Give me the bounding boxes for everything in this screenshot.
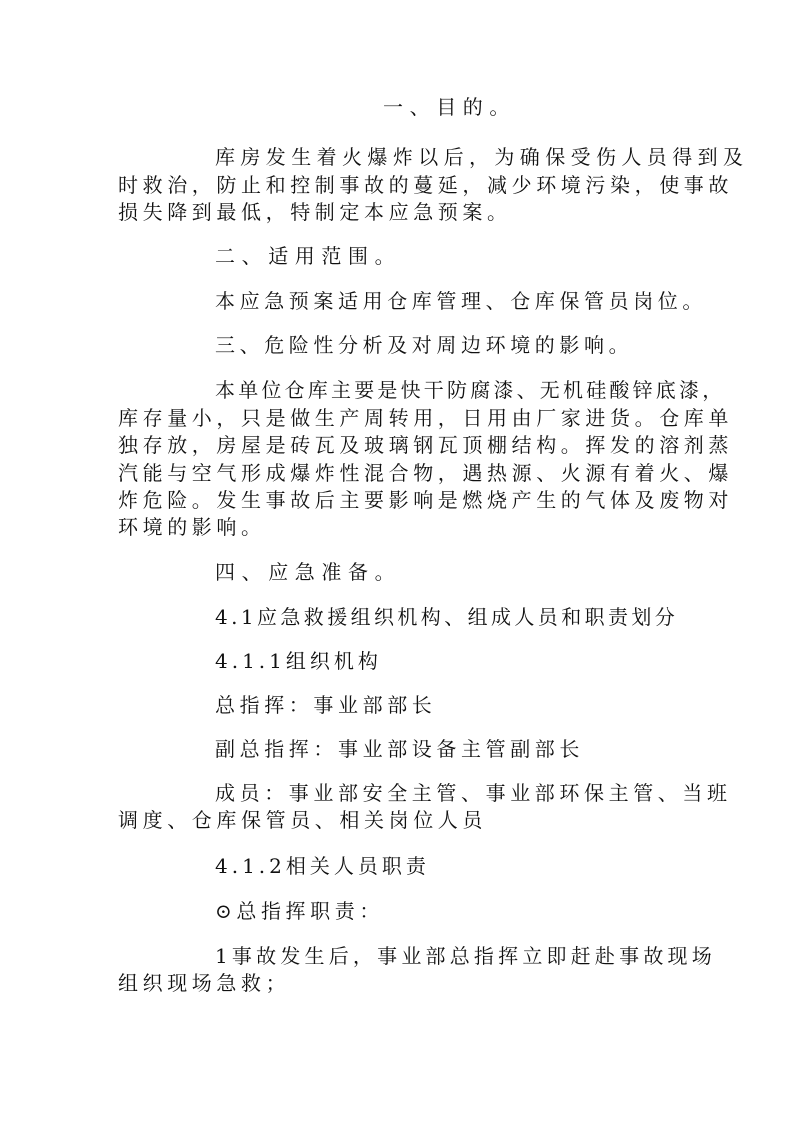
paragraph-line: 时救治，防止和控制事故的蔓延，减少环境污染，使事故	[118, 173, 733, 197]
paragraph-line: 库存量小，只是做生产周转用，日用由厂家进货。仓库单	[118, 406, 733, 430]
subsection-heading: ⊙总指挥职责：	[215, 899, 384, 923]
paragraph-line: 损失降到最低，特制定本应急预案。	[118, 200, 512, 224]
subsection-heading: 4.1.2相关人员职责	[215, 854, 430, 878]
paragraph-line: 本应急预案适用仓库管理、仓库保管员岗位。	[215, 289, 707, 313]
paragraph-line: 副总指挥：事业部设备主管副部长	[215, 737, 584, 761]
section-heading-preparation: 四、应急准备。	[215, 560, 402, 584]
paragraph-line: 组织现场急救；	[118, 971, 291, 995]
subsection-heading: 4.1.1组织机构	[215, 649, 382, 673]
paragraph-line: 1事故发生后，事业部总指挥立即赶赴事故现场	[215, 944, 716, 968]
section-heading-risk: 三、危险性分析及对周边环境的影响。	[215, 333, 634, 357]
paragraph-line: 调度、仓库保管员、相关岗位人员	[118, 808, 487, 832]
section-heading-scope: 二、适用范围。	[215, 244, 402, 268]
paragraph-line: 汽能与空气形成爆炸性混合物，遇热源、火源有着火、爆	[118, 461, 733, 485]
section-heading-purpose: 一、目的。	[383, 95, 516, 119]
paragraph-line: 独存放，房屋是砖瓦及玻璃钢瓦顶棚结构。挥发的溶剂蒸	[118, 433, 733, 457]
subsection-heading: 4.1应急救援组织机构、组成人员和职责划分	[215, 605, 679, 629]
paragraph-line: 总指挥：事业部部长	[215, 693, 437, 717]
paragraph-line: 环境的影响。	[118, 515, 266, 539]
paragraph-line: 成员：事业部安全主管、事业部环保主管、当班	[215, 781, 732, 805]
paragraph-line: 库房发生着火爆炸以后，为确保受伤人员得到及	[215, 145, 749, 169]
paragraph-line: 炸危险。发生事故后主要影响是燃烧产生的气体及废物对	[118, 488, 733, 512]
paragraph-line: 本单位仓库主要是快干防腐漆、无机硅酸锌底漆，	[215, 378, 726, 402]
